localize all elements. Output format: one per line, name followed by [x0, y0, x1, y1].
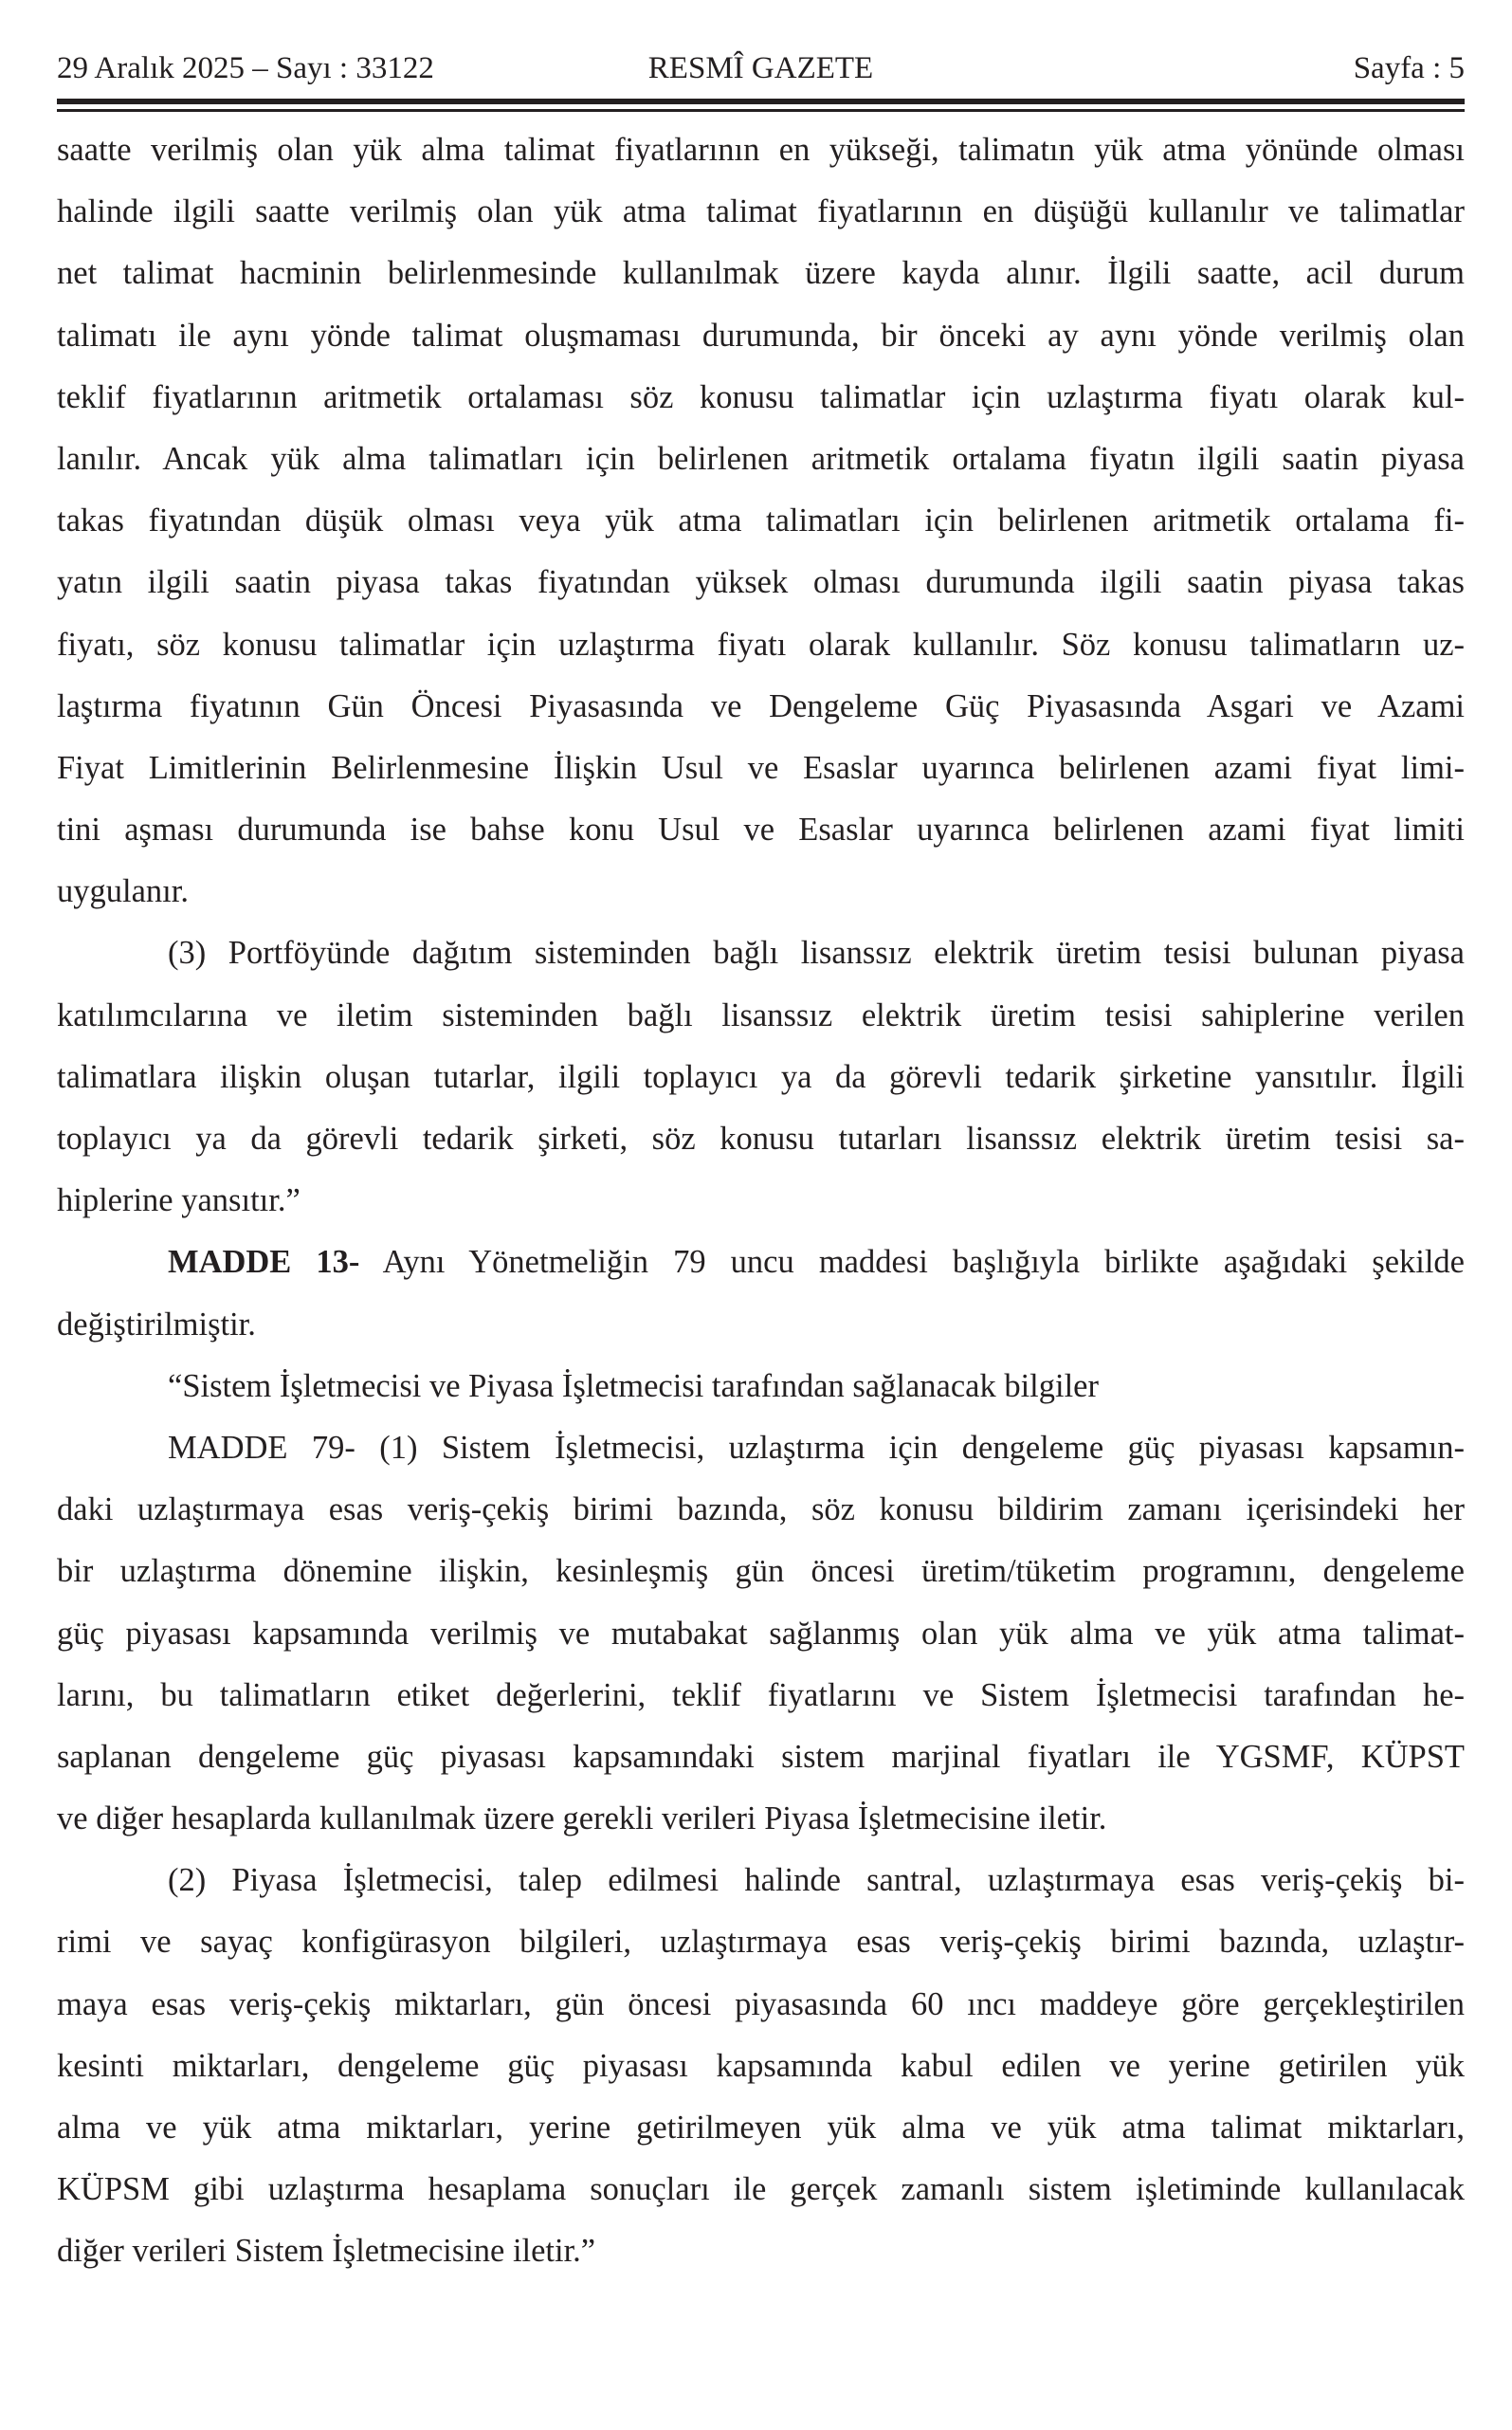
- gazette-title: RESMÎ GAZETE: [647, 51, 874, 85]
- text-line: değiştirilmiştir.: [57, 1306, 256, 1343]
- paragraph-clause-3: [57, 923, 1465, 1232]
- paragraph-article-13: [57, 1232, 1465, 1355]
- page-header: [57, 49, 1465, 87]
- text-line: KÜPSM gibi uzlaştırma hesaplama sonuçları ile gerçek zamanlı sistem işletiminde kullanılacak: [57, 2171, 1465, 2208]
- article-number: MADDE 13-: [168, 1244, 360, 1281]
- paragraph-article-79-clause-1: [57, 1417, 1465, 1850]
- text-line: “Sistem İşletmecisi ve Piyasa İşletmecisi tarafından sağlanacak bilgiler: [168, 1367, 1099, 1404]
- text-line: talimatı ile aynı yönde talimat oluşmaması durumunda, bir önceki ay aynı yönde verilmiş olan: [57, 317, 1465, 354]
- paragraph-continuation: [57, 119, 1465, 923]
- text-line: daki uzlaştırmaya esas veriş-çekiş birimi bazında, söz konusu bildirim zamanı içerisindeki her: [57, 1491, 1465, 1528]
- text-line: halinde ilgili saatte verilmiş olan yük atma talimat fiyatlarının en düşüğü kullanılır ve talimatlar: [57, 193, 1465, 230]
- text-line: saplanan dengeleme güç piyasası kapsamındaki sistem marjinal fiyatları ile YGSMF, KÜPST: [57, 1738, 1465, 1775]
- text-line: ve diğer hesaplarda kullanılmak üzere gerekli verileri Piyasa İşletmecisine iletir.: [57, 1800, 1107, 1837]
- text-line: yatın ilgili saatin piyasa takas fiyatından yüksek olması durumunda ilgili saatin piyasa takas: [57, 564, 1465, 601]
- text-line: lanılır. Ancak yük alma talimatları için belirlenen aritmetik ortalama fiyatın ilgili saatin piyasa: [57, 440, 1465, 477]
- text-line: MADDE 79- (1) Sistem İşletmecisi, uzlaştırma için dengeleme güç piyasası kapsamın-: [168, 1429, 1465, 1466]
- text-line: toplayıcı ya da görevli tedarik şirketi, söz konusu tutarları lisanssız elektrik üretim tesisi sa-: [57, 1121, 1465, 1157]
- date-issue-number: 29 Aralık 2025 – Sayı : 33122: [57, 51, 434, 85]
- text-line: talimatlara ilişkin oluşan tutarlar, ilgili toplayıcı ya da görevli tedarik şirketine yansıtılır. İlgili: [57, 1058, 1465, 1095]
- header-rule-thick: [57, 99, 1465, 104]
- paragraph-article-79-clause-2: [57, 1850, 1465, 2282]
- article-heading: [57, 1356, 1465, 1417]
- text-line: alma ve yük atma miktarları, yerine getirilmeyen yük alma ve yük atma talimat miktarları,: [57, 2110, 1465, 2146]
- text-line: takas fiyatından düşük olması veya yük atma talimatları için belirlenen aritmetik ortalama fi-: [57, 502, 1465, 539]
- page-number: Sayfa : 5: [1353, 51, 1465, 85]
- text-line: güç piyasası kapsamında verilmiş ve mutabakat sağlanmış olan yük alma ve yük atma talimat-: [57, 1615, 1465, 1652]
- text-line: diğer verileri Sistem İşletmecisine iletir.”: [57, 2233, 596, 2270]
- text-line: larını, bu talimatların etiket değerlerini, teklif fiyatlarını ve Sistem İşletmecisi tarafından he-: [57, 1676, 1465, 1713]
- text-line: (3) Portföyünde dağıtım sisteminden bağlı lisanssız elektrik üretim tesisi bulunan piyasa: [168, 935, 1465, 972]
- text-line: fiyatı, söz konusu talimatlar için uzlaştırma fiyatı olarak kullanılır. Söz konusu talimatların uz-: [57, 626, 1465, 663]
- text-line: saatte verilmiş olan yük alma talimat fiyatlarının en yükseği, talimatın yük atma yönünde olması: [57, 132, 1465, 168]
- text-line: Fiyat Limitlerinin Belirlenmesine İlişkin Usul ve Esaslar uyarınca belirlenen azami fiyat limi-: [57, 749, 1465, 786]
- text-line: maya esas veriş-çekiş miktarları, gün öncesi piyasasında 60 ıncı maddeye göre gerçekleştirilen: [57, 1985, 1465, 2022]
- text-line: bir uzlaştırma dönemine ilişkin, kesinleşmiş gün öncesi üretim/tüketim programını, dengeleme: [57, 1553, 1465, 1590]
- text-line: [57, 1232, 1465, 1293]
- text-line: rimi ve sayaç konfigürasyon bilgileri, uzlaştırmaya esas veriş-çekiş birimi bazında, uzlaştır-: [57, 1924, 1465, 1961]
- header-rule-thin: [57, 109, 1465, 112]
- text-line: uygulanır.: [57, 873, 189, 910]
- text-line: teklif fiyatlarının aritmetik ortalaması söz konusu talimatlar için uzlaştırma fiyatı olarak kul-: [57, 378, 1465, 415]
- text-line: laştırma fiyatının Gün Öncesi Piyasasında ve Dengeleme Güç Piyasasında Asgari ve Azami: [57, 687, 1465, 724]
- text-span: Aynı Yönetmeliğin 79 uncu maddesi başlığıyla birlikte aşağıdaki şekilde: [359, 1244, 1465, 1281]
- text-line: kesinti miktarları, dengeleme güç piyasası kapsamında kabul edilen ve yerine getirilen yük: [57, 2047, 1465, 2084]
- text-line: net talimat hacminin belirlenmesinde kullanılmak üzere kayda alınır. İlgili saatte, acil durum: [57, 255, 1465, 292]
- text-line: tini aşması durumunda ise bahse konu Usul ve Esaslar uyarınca belirlenen azami fiyat limiti: [57, 812, 1465, 849]
- text-line: katılımcılarına ve iletim sisteminden bağlı lisanssız elektrik üretim tesisi sahiplerine verilen: [57, 996, 1465, 1033]
- text-line: hiplerine yansıtır.”: [57, 1182, 301, 1219]
- document-body: [57, 119, 1465, 2283]
- text-line: (2) Piyasa İşletmecisi, talep edilmesi halinde santral, uzlaştırmaya esas veriş-çekiş bi-: [168, 1862, 1465, 1899]
